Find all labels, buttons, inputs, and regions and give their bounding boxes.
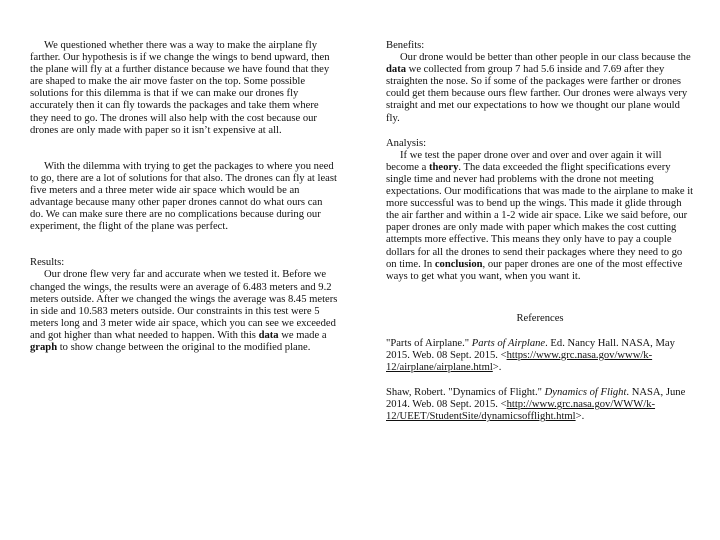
reference-2-text-2: . NASA, June 2014. Web. 08 Sept. 2015. <: [386, 387, 686, 411]
analysis-text: If we test the paper drone over and over and over again it will become a: [386, 149, 662, 173]
results-paragraph: [30, 269, 338, 354]
analysis-bold-theory: theory: [428, 161, 459, 173]
benefits-paragraph: [386, 52, 694, 125]
right-column: [386, 40, 694, 423]
analysis-heading: Analysis:: [386, 137, 427, 149]
results-heading: Results:: [30, 257, 65, 269]
references-heading: References: [516, 312, 564, 324]
reference-2-title: Dynamics of Flight: [544, 387, 627, 399]
dilemma-paragraph: [30, 161, 338, 234]
reference-1-title: Parts of Airplane: [471, 337, 546, 349]
benefits-text: Our drone would be better than other people in our class because the: [400, 52, 691, 64]
dilemma-text: With the dilemma with trying to get the packages to where you need to go, there are a lot of solutions for that also. The drones can fly at least five meters and a three meter wide air space which would be an advantage because many other paper drones cannot do what ours can do. We can make sure there are no complications because during our experiment, the flight of the plane was perfect.: [30, 160, 337, 233]
results-text-3: to show change between the original to the modified plane.: [57, 341, 311, 353]
reference-1-link[interactable]: https://www.grc.nasa.gov/www/k-12/airplane/airplane.html: [386, 349, 653, 374]
results-text-2: we made a: [278, 329, 327, 341]
hypothesis-text: We questioned whether there was a way to make the airplane fly farther. Our hypothesis is if we change the wings to bend upward, then the plane will fly at a further distance because we have found that they are shaped to make the air move faster on the top. Some possible solutions for this dilemma is that if we can make our drones fly accurately then it can fly towards the packages and take them where they need to go. The drones will also help with the cost because our drones are only made with paper so it isn’t expensive at all.: [30, 40, 330, 136]
reference-2: [386, 387, 694, 423]
reference-1-text-2: . Ed. Nancy Hall. NASA, May 2015. Web. 08 Sept. 2015. <: [386, 337, 675, 361]
reference-2-text-3: >.: [575, 411, 585, 423]
reference-1: [386, 338, 694, 374]
analysis-paragraph: [386, 150, 694, 283]
analysis-text-3: , our paper drones are one of the most effective ways to get what you want, when you want it.: [386, 258, 683, 282]
reference-2-text: Shaw, Robert. "Dynamics of Flight.": [386, 387, 545, 399]
reference-1-text-3: >.: [492, 362, 502, 374]
benefits-bold-data: data: [386, 64, 407, 76]
hypothesis-paragraph: [30, 40, 338, 137]
benefits-heading: Benefits:: [386, 40, 425, 51]
analysis-bold-conclusion: conclusion: [434, 258, 483, 270]
reference-2-link[interactable]: http://www.grc.nasa.gov/WWW/k-12/UEET/StudentSite/dynamicsofflight.html: [386, 399, 656, 423]
results-bold-data: data: [258, 329, 279, 341]
results-bold-graph: graph: [30, 341, 58, 353]
left-column: [30, 40, 338, 354]
reference-1-text: "Parts of Airplane.": [386, 337, 472, 349]
benefits-text-2: we collected from group 7 had 5.6 inside and 7.69 after they straighten the nose. So if some of the packages were farther or drones could get them because ours flew farther. Our drones were always very straight and met our expectations to how we thought our plane would fly.: [386, 64, 688, 124]
analysis-text-2: . The data exceeded the flight specifications every single time and never had problems with the drone not meeting expectations. Our modifications that was made to the airplane to make it more successful was to bend up the wings. This made it glide through the air farther and within a 1-2 wide air space. Like we said before, our paper drones are only made with paper which makes the cost cutting attempts more effective. This means they only have to pay a couple dollars for all the drones to send their packages where they need to go on time. In: [386, 161, 694, 270]
results-text: Our drone flew very far and accurate when we tested it. Before we changed the wings, the results were an average of 6.483 meters and 9.2 meters outside. After we changed the wings the average was 8.45 meters in side and 10.583 meters outside. Our constraints in this test were 5 meters long and 3 meter wide air space, which you can see we exceeded and got higher than what needed to happen. With this: [30, 269, 338, 341]
